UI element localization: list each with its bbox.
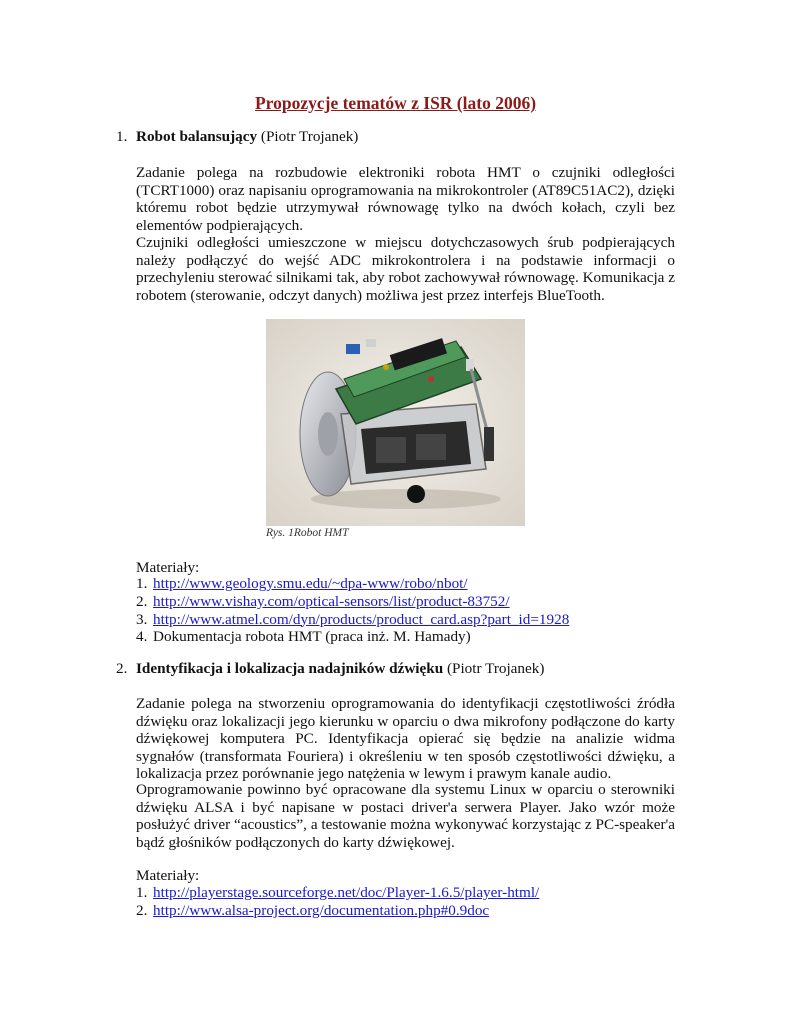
list-item: 1. http://www.geology.smu.edu/~dpa-www/robo/nbot/ [136,575,468,592]
topic-1-title: Robot balansujący [136,128,258,145]
figure-caption: Rys. 1Robot HMT [266,527,349,539]
topic-2-materials-list [136,884,539,920]
topic-1-paragraph-1: Zadanie polega na rozbudowie elektroniki robota HMT o czujniki odległości (TCRT1000) oraz napisaniu oprogramowania na mikrokontroler (AT89C51AC2), dzięki któremu robot będzie utrzymywał równowagę tylko na dwóch kołach, czyli bez elementów podpierających. [136,164,675,234]
topic-2-author: (Piotr Trojanek) [446,660,545,677]
topic-2-heading [116,660,544,678]
topic-2-paragraph-2: Oprogramowanie powinno być opracowane dla systemu Linux w oparciu o sterowniki dźwięku ALSA i być napisane w postaci driver'a serwera Player. Jako wzór może posłużyć driver “acoustics”, a testowanie można wykonywać korzystając z PC-speaker'a bądź głośników podłączonych do karty dźwiękowej. [136,781,675,851]
topic-2-paragraph-1: Zadanie polega na stworzeniu oprogramowania do identyfikacji częstotliwości źródła dźwięku oraz lokalizacji jego kierunku w oparciu o dwa mikrofony podłączone do karty dźwiękowej komputera PC. Identyfikacja opierać się będzie na analizie widma sygnałów (transformata Fouriera) i określeniu w ten sposób częstotliwości dźwięku, a lokalizacja przez porównanie jego natężenia w lewym i prawym kanale audio. [136,695,675,783]
topic-2-materials-label: Materiały: [136,867,200,884]
list-item: 4. Dokumentacja robota HMT (praca inż. M. Hamady) [136,628,471,646]
material-link[interactable]: http://www.alsa-project.org/documentation.php#0.9doc [153,901,490,919]
list-item: 2. http://www.alsa-project.org/documentation.php#0.9doc [136,901,490,919]
robot-hmt-photo [266,319,525,526]
topic-2-title: Identyfikacja i lokalizacja nadajników dźwięku [136,660,444,677]
topic-1-number: 1. [116,128,128,145]
material-text: Dokumentacja robota HMT (praca inż. M. Hamady) [153,628,471,646]
material-link[interactable]: http://www.geology.smu.edu/~dpa-www/robo/nbot/ [153,575,468,592]
list-item: 2. http://www.vishay.com/optical-sensors/list/product-83752/ [136,592,510,610]
topic-2-number: 2. [116,660,128,677]
material-link[interactable]: http://www.atmel.com/dyn/products/product_card.asp?part_id=1928 [153,610,570,628]
topic-1-materials-label: Materiały: [136,559,200,576]
topic-1-materials-list [136,575,569,646]
list-item: 1. http://playerstage.sourceforge.net/doc/Player-1.6.5/player-html/ [136,884,540,901]
material-link[interactable]: http://playerstage.sourceforge.net/doc/Player-1.6.5/player-html/ [153,884,540,901]
document-title: Propozycje tematów z ISR (lato 2006) [254,93,537,113]
material-link[interactable]: http://www.vishay.com/optical-sensors/list/product-83752/ [153,592,510,610]
list-item: 3. http://www.atmel.com/dyn/products/product_card.asp?part_id=1928 [136,610,570,628]
topic-1-heading [116,128,358,146]
topic-1-author: (Piotr Trojanek) [260,128,359,145]
topic-1-paragraph-2: Czujniki odległości umieszczone w miejscu dotychczasowych śrub podpierających należy podłączyć do wejść ADC mikrokontrolera i na podstawie informacji o przechyleniu sterować silnikami tak, aby robot zachowywał równowagę. Komunikacja z robotem (sterowanie, odczyt danych) możliwa jest przez interfejs BlueTooth. [136,234,675,304]
